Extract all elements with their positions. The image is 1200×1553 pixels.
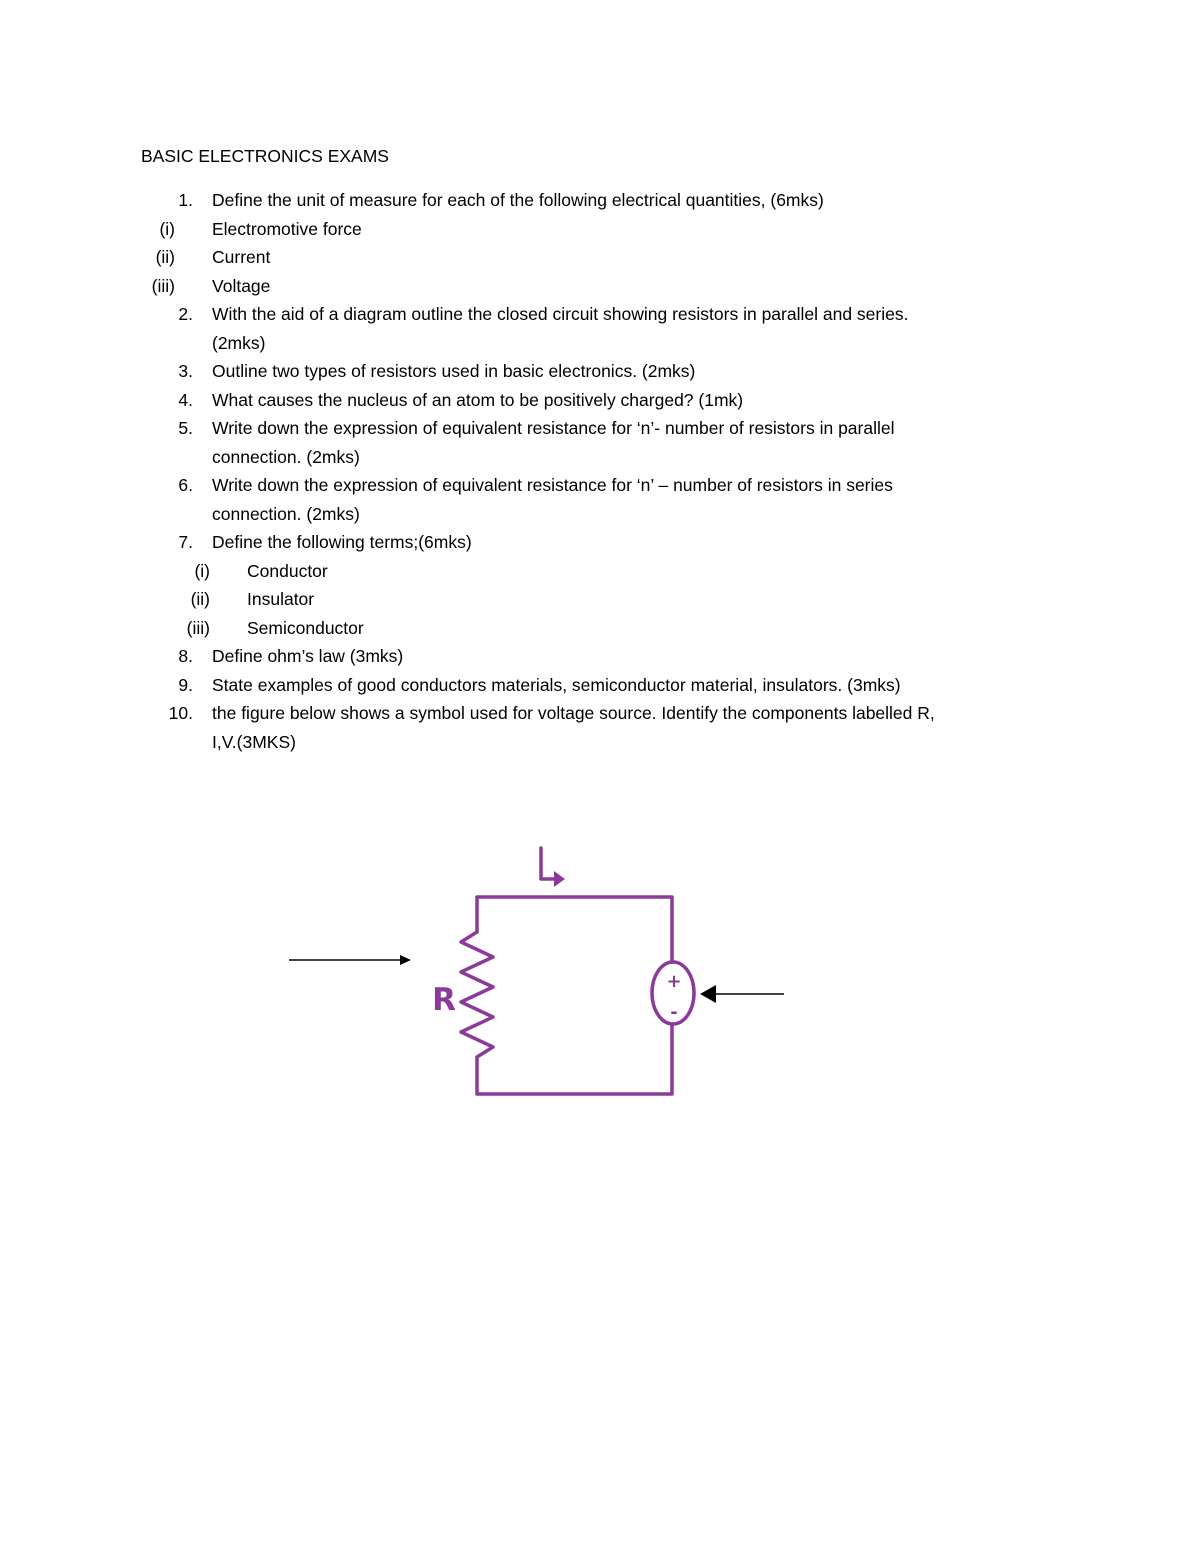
resistor-symbol (461, 932, 493, 1057)
current-arrowhead-icon (554, 871, 565, 887)
question-line (0, 671, 1200, 700)
question-line (0, 386, 1200, 415)
question-text: With the aid of a diagram outline the closed circuit showing resistors in parallel and series. (212, 304, 909, 324)
question-text: Current (212, 247, 271, 267)
question-line (0, 357, 1200, 386)
question-text: What causes the nucleus of an atom to be positively charged? (1mk) (212, 389, 744, 410)
question-text: Write down the expression of equivalent resistance for ‘n’ – number of resistors in series (212, 475, 893, 495)
current-arrow-icon (541, 848, 561, 879)
question-number: 6. (178, 475, 193, 495)
question-text: Voltage (212, 275, 271, 296)
question-number: (i) (159, 218, 175, 239)
question-number: (i) (194, 560, 210, 581)
resistor-label: R (432, 982, 456, 1018)
question-line (0, 500, 1200, 529)
question-number: 7. (178, 532, 193, 552)
question-line (0, 585, 1200, 614)
question-number: 10. (168, 703, 193, 723)
question-text: State examples of good conductors materials, semiconductor material, insulators. (3mks) (212, 674, 901, 695)
question-number: (ii) (155, 247, 175, 267)
top-wire (477, 897, 672, 962)
question-line (0, 557, 1200, 586)
pointer-arrow-left-head-icon (400, 955, 411, 965)
question-line (0, 443, 1200, 472)
question-line (0, 186, 1200, 215)
question-number: (iii) (186, 617, 210, 638)
question-line (0, 329, 1200, 358)
pointer-arrow-right-head-icon (700, 985, 716, 1003)
plus-sign: + (666, 971, 682, 992)
bottom-wire (477, 1024, 672, 1094)
question-line (0, 300, 1200, 329)
question-number: 8. (178, 646, 193, 666)
question-text: Electromotive force (212, 218, 362, 239)
question-line (0, 414, 1200, 443)
question-number: 9. (178, 674, 193, 695)
question-text: Insulator (247, 589, 315, 609)
question-text: Define the following terms;(6mks) (212, 532, 472, 552)
question-line (0, 528, 1200, 557)
question-list (0, 186, 1200, 756)
question-number: 5. (178, 418, 193, 438)
question-number: 1. (178, 190, 193, 210)
question-text: I,V.(3MKS) (212, 731, 296, 752)
question-text: Conductor (247, 560, 328, 581)
question-line (0, 642, 1200, 671)
voltage-source-icon (652, 962, 694, 1024)
question-line (0, 243, 1200, 272)
question-line (0, 699, 1200, 728)
question-number: 2. (178, 304, 193, 324)
question-text: Semiconductor (247, 617, 364, 638)
circuit-wires (461, 848, 694, 1094)
question-line (0, 728, 1200, 757)
question-text: Define ohm’s law (3mks) (212, 646, 404, 666)
question-number: 3. (178, 361, 193, 381)
question-line (0, 215, 1200, 244)
question-line (0, 471, 1200, 500)
question-number: 4. (178, 389, 193, 410)
question-text: the figure below shows a symbol used for voltage source. Identify the components labelled R, (212, 703, 935, 723)
minus-sign: - (670, 1002, 678, 1023)
question-text: Define the unit of measure for each of the following electrical quantities, (6mks) (212, 190, 824, 210)
question-number: (ii) (190, 589, 210, 609)
question-text: connection. (2mks) (212, 503, 360, 524)
question-text: Outline two types of resistors used in basic electronics. (2mks) (212, 361, 696, 381)
question-text: connection. (2mks) (212, 446, 360, 467)
question-text: Write down the expression of equivalent resistance for ‘n’- number of resistors in parallel (212, 418, 895, 438)
question-number: (iii) (151, 275, 175, 296)
exam-title: BASIC ELECTRONICS EXAMS (141, 146, 389, 166)
question-text: (2mks) (212, 332, 266, 353)
question-line (0, 272, 1200, 301)
question-line (0, 614, 1200, 643)
